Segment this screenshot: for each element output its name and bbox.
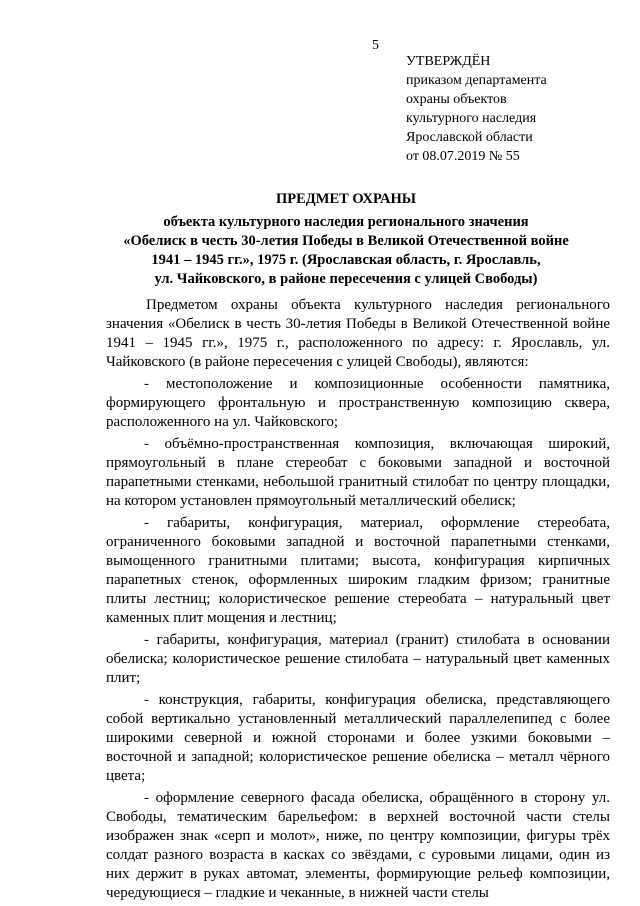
approval-line: приказом департамента — [406, 73, 547, 88]
intro-paragraph: Предметом охраны объекта культурного наследия регионального значения «Обелиск в честь 30-летия Победы в Великой Отечественной войне 1941 – 1945 гг.», 1975 г., расположенного по адресу: г. Ярославль, ул. Чайковского (в районе пересечения с улицей Свободы), являются: — [106, 297, 610, 370]
document-subtitle-line: «Обелиск в честь 30-летия Победы в Великой Отечественной войне — [123, 233, 569, 249]
page-number: 5 — [372, 38, 379, 53]
approval-line: культурного наследия — [406, 111, 537, 126]
document-subtitle-line: ул. Чайковского, в районе пересечения с улицей Свободы) — [154, 271, 538, 287]
protection-item: - объёмно-пространственная композиция, включающая широкий, прямоугольный в плане стереобат с боковыми западной и восточной парапетными стенками, небольшой гранитный стилобат по центру площадки, на котором установлен прямоугольный металлический обелиск; — [106, 436, 610, 509]
protection-item: - конструкция, габариты, конфигурация обелиска, представляющего собой вертикально установленный металлический параллелепипед с более широкими северной и южной сторонами и более узкими боковыми – восточной и западной; колористическое решение обелиска – металл чёрного цвета; — [106, 692, 610, 784]
approval-line: УТВЕРЖДЁН — [406, 54, 491, 69]
document-subtitle-line: объекта культурного наследия регионального значения — [163, 214, 529, 230]
protection-item: - габариты, конфигурация, материал (гранит) стилобата в основании обелиска; колористическое решение стилобата – натуральный цвет каменных плит; — [106, 632, 610, 686]
document-title: ПРЕДМЕТ ОХРАНЫ — [275, 191, 417, 207]
protection-item: - габариты, конфигурация, материал, оформление стереобата, ограниченного боковыми западной и восточной парапетными стенками, вымощенного гранитными плитами; высота, конфигурация кирпичных парапетных стенок, оформленных широким гладким фризом; гранитные плиты лестниц; колористическое решение стереобата – натуральный цвет каменных плит мощения и лестниц; — [106, 515, 610, 626]
approval-line: охраны объектов — [406, 92, 507, 107]
protection-item: - местоположение и композиционные особенности памятника, формирующего фронтальную и пространственную композицию сквера, расположенного на ул. Чайковского; — [106, 376, 610, 430]
document-subtitle-line: 1941 – 1945 гг.», 1975 г. (Ярославская область, г. Ярославль, — [151, 252, 541, 268]
document-body — [106, 296, 610, 906]
approval-stamp — [406, 52, 547, 166]
approval-line: Ярославской области — [406, 130, 533, 145]
protection-item: - оформление северного фасада обелиска, обращённого в сторону ул. Свободы, тематическим барельефом: в верхней восточной части стелы изображен знак «серп и молот», ниже, по центру композиции, фигуры трёх солдат разного возраста в касках со звёздами, с суровыми лицами, один из них держит в руках автомат, элементы, формирующие рельеф композиции, чередующиеся – гладкие и чеканные, в нижней части стелы — [106, 790, 610, 901]
approval-line: от 08.07.2019 № 55 — [406, 149, 520, 164]
document-heading — [90, 190, 602, 289]
